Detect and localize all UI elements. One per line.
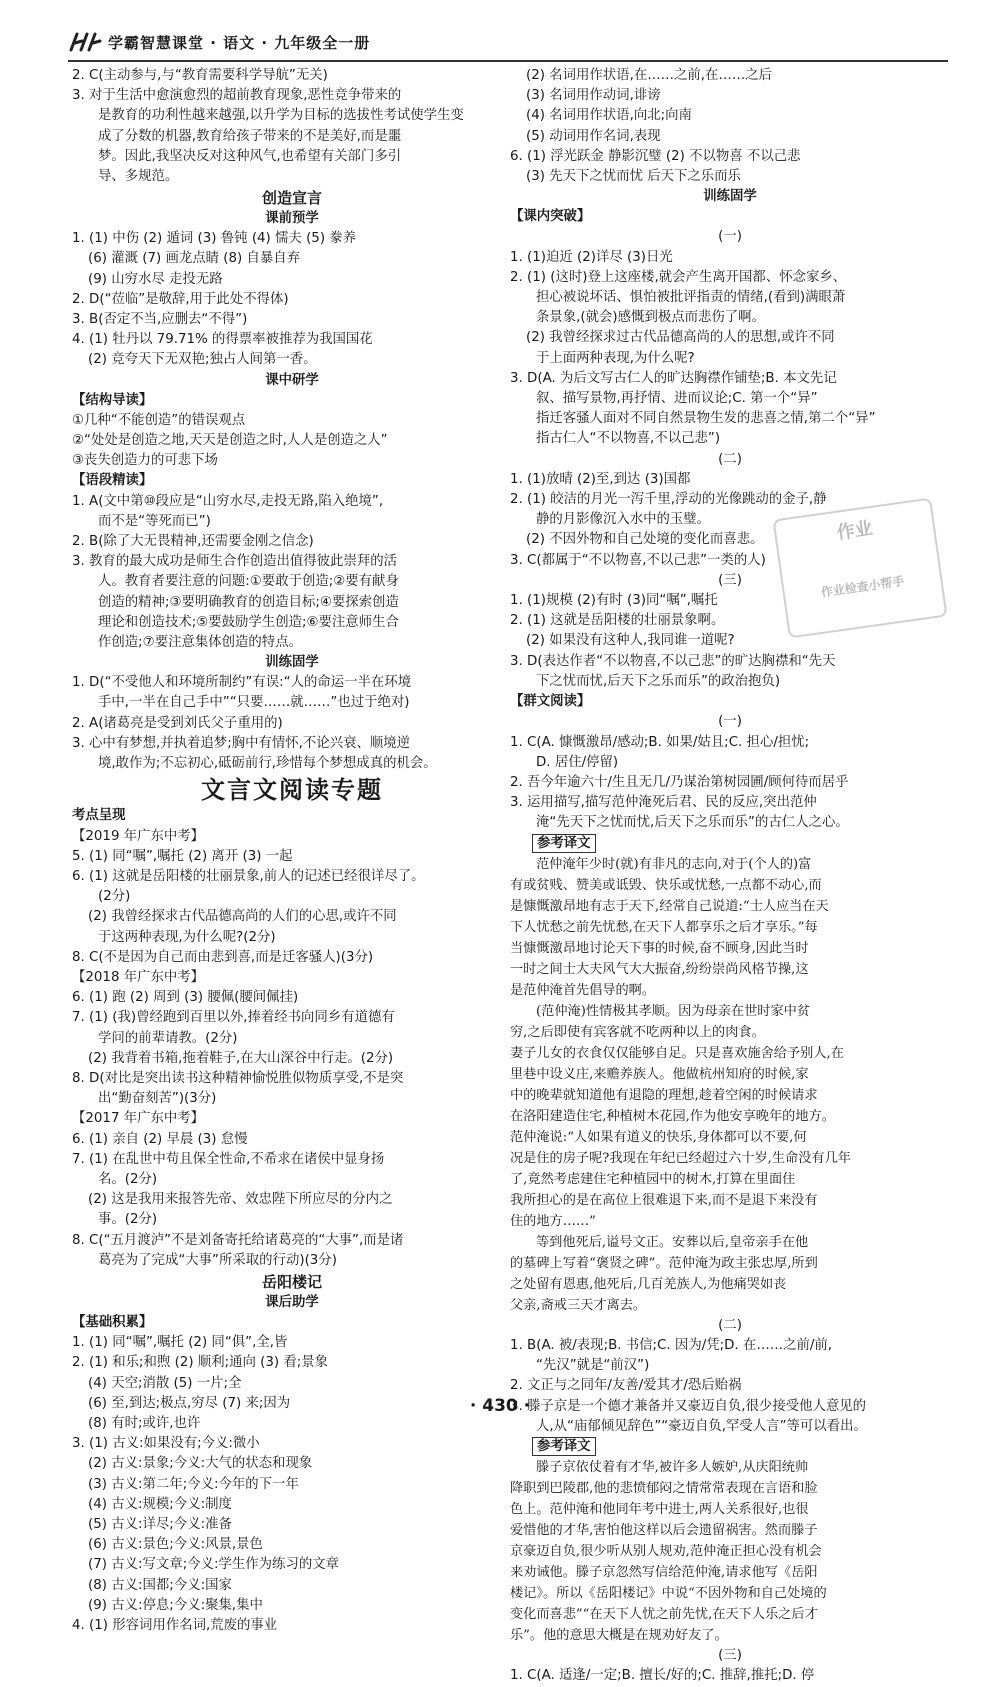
- answer-line: 【2018 年广东中考】: [72, 969, 205, 985]
- answer-line: 担心被说坏话、惧怕被批评指责的情绪,(看到)满眼萧: [536, 290, 846, 306]
- answer-line: 4. (1) 形容词用作名词,荒废的事业: [72, 1618, 278, 1634]
- answer-line: 8. C(不是因为自己而由悲到喜,而是迁客骚人)(3分): [72, 949, 374, 965]
- answer-line: 8. C(“五月渡泸”不是刘备寄托给诸葛亮的“大事”,而是诸: [72, 1232, 404, 1248]
- answer-line: 手中,一半在自己手中”“只要……就……”也过于绝对): [98, 695, 410, 711]
- answer-line: (6) 至,到达;极点,穷尽 (7) 来;因为: [88, 1395, 291, 1411]
- answer-line: 2. (1) 皎洁的月光一泻千里,浮动的光像跳动的金子,静: [510, 492, 827, 508]
- translation-line: 穷,之后即使有宾客就不吃两种以上的肉食。: [510, 1024, 765, 1040]
- translation-line: 有或贫贱、赞美或诋毁、快乐或忧愁,一点都不动心,而: [510, 877, 822, 893]
- answer-line: 静的月影像沉入水中的玉璧。: [536, 512, 711, 528]
- answer-line: 指迁客骚人面对不同自然景物生发的悲喜之情,第二个“异”: [536, 411, 876, 427]
- answer-line: 3. 对于生活中愈演愈烈的超前教育现象,恶性竞争带来的: [72, 88, 402, 104]
- answer-line: 2. D(“莅临”是敬辞,用于此处不得体): [72, 291, 289, 307]
- translation-line: 降职到巴陵郡,他的悲愤郁闷之情常常表现在言语和脸: [510, 1481, 818, 1497]
- translation-line: 变化而喜悲”“在天下人忧之前先忧,在天下人乐之后才: [510, 1607, 818, 1623]
- answer-line: (4) 天空;消散 (5) 一片;全: [88, 1375, 242, 1391]
- translation-line: 爱惜他的才华,害怕他这样以后会遗留祸害。然而滕子: [510, 1523, 818, 1539]
- answer-line: 7. (1) 在乱世中苟且保全性命,不希求在诸侯中显身扬: [72, 1151, 385, 1167]
- stamp-title: 作业: [835, 517, 875, 544]
- answer-line: 叙、描写景物,再抒情、进而议论;C. 第一个“异”: [536, 391, 818, 407]
- header-divider: [68, 60, 948, 62]
- answer-line: (2) 我曾经探求古代品德高尚的人们的心思,或许不同: [88, 909, 397, 925]
- translation-line: 我所担心的是在高位上很难退下来,而不是退下来没有: [510, 1192, 818, 1208]
- subsection-title: 训练固学: [265, 655, 319, 671]
- answer-line: 3. 心中有梦想,并执着追梦;胸中有情怀,不论兴衰、顺境逆: [72, 735, 411, 751]
- section-label: 【结构导读】: [72, 392, 153, 408]
- answer-line: 创造的精神;③要明确教育的创造目标;④要探索创造: [98, 594, 399, 610]
- answer-line: 淹“先天下之忧而忧,后天下之乐而乐”的古仁人之心。: [536, 815, 849, 831]
- answer-line: 1. (1) 中伤 (2) 遁词 (3) 鲁钝 (4) 懦夫 (5) 豢养: [72, 231, 357, 247]
- translation-line: 滕子京依仗着有才华,被许多人嫉妒,从庆阳统帅: [536, 1460, 809, 1476]
- answer-line: 3. 教育的最大成功是师生合作创造出值得彼此崇拜的活: [72, 554, 398, 570]
- answer-line: 6. (1) 跑 (2) 周到 (3) 腰佩(腰间佩挂): [72, 990, 299, 1006]
- part-number: (三): [718, 572, 742, 588]
- answer-line: 2. (1) 和乐;和煦 (2) 顺利;通向 (3) 看;景象: [72, 1355, 329, 1371]
- answer-line: (6) 古义:景色;今义:风景,景色: [88, 1537, 263, 1553]
- part-number: (一): [718, 714, 742, 730]
- answer-line: (5) 古义:详尽;今义:准备: [88, 1517, 232, 1532]
- translation-line: 来劝诫他。滕子京忽然写信给范仲淹,请求他写《岳阳: [510, 1565, 818, 1581]
- answer-line: 1. (1)规模 (2)有时 (3)同“嘱”,嘱托: [510, 593, 718, 609]
- translation-line: 妻子儿女的衣食仅仅能够自足。只是喜欢施舍给予别人,在: [510, 1045, 844, 1061]
- part-number: (二): [718, 451, 742, 467]
- answer-line: 2. 吾今年逾六十/生且无几/乃谋治第树园圃/顾何待而居乎: [510, 774, 849, 790]
- part-number: (三): [718, 1648, 742, 1664]
- answer-line: 2. (1) 这就是岳阳楼的壮丽景象啊。: [510, 613, 725, 629]
- answer-line: (6) 灌溉 (7) 画龙点睛 (8) 自暴自弃: [88, 251, 301, 267]
- answer-line: (9) 山穷水尽 走投无路: [88, 271, 223, 287]
- answer-line: 下之忧而忧,后天下之乐而乐”的政治抱负): [536, 673, 781, 689]
- answer-line: 导、多规范。: [98, 169, 179, 185]
- answer-line: (2) 名词用作状语,在……之前,在……之后: [526, 68, 772, 83]
- translation-line: 乐”。他的意思大概是在规劝好友了。: [510, 1628, 728, 1644]
- translation-line: 况是住的房子呢?我现在年纪已经超过六十岁,生命没有几年: [510, 1150, 851, 1166]
- answer-line: ③丧失创造力的可悲下场: [72, 453, 218, 469]
- answer-line: (5) 动词用作名词,表现: [526, 128, 661, 144]
- translation-line: 等到他死后,谥号文正。安葬以后,皇帝亲手在他: [536, 1234, 809, 1250]
- answer-line: 指古仁人“不以物喜,不以己悲”): [536, 431, 721, 447]
- answer-line: 3. 滕子京是一个德才兼备并又豪迈自负,很少接受他人意见的: [510, 1398, 867, 1414]
- answer-line: (3) 名词用作动词,诽谤: [526, 88, 661, 104]
- answer-line: (9) 古义:停息;今义:聚集,集中: [88, 1597, 263, 1613]
- answer-line: 成了分数的机器,教育给孩子带来的不是美好,而是噩: [98, 128, 402, 144]
- answer-line: (3) 古义:第二年;今义:今年的下一年: [88, 1476, 299, 1492]
- translation-line: 在洛阳建造住宅,种植树木花园,作为他安享晚年的地方。: [510, 1108, 835, 1124]
- section-label: 【基础积累】: [72, 1314, 153, 1330]
- answer-line: 3. (1) 古义:如果没有;今义:微小: [72, 1436, 260, 1452]
- answer-line: (3) 先天下之忧而忧 后天下之乐而乐: [526, 169, 741, 185]
- answer-line: 6. (1) 浮光跃金 静影沉璧 (2) 不以物喜 不以己悲: [510, 148, 801, 164]
- answer-line: 1. C(A. 慷慨激昂/感动;B. 如果/姑且;C. 担心/担忧;: [510, 734, 810, 750]
- answer-line: 1. C(A. 适逢/一定;B. 擅长/好的;C. 推辞,推托;D. 停: [510, 1668, 815, 1684]
- homework-stamp: [772, 497, 947, 638]
- translation-line: 是范仲淹首先倡导的啊。: [510, 982, 656, 998]
- answer-line: 人。教育者要注意的问题:①要敢于创造;②要有献身: [98, 574, 399, 590]
- part-number: (一): [718, 229, 742, 245]
- part-number: (二): [718, 1317, 742, 1333]
- answer-line: 事。(2分): [98, 1212, 158, 1228]
- right-column: [510, 66, 950, 1687]
- answer-line: 是教育的功利性越来越强,以升学为目标的选拔性考试使学生变: [98, 108, 464, 124]
- answer-line: 2. 文正与之同年/友善/爱其才/恐后贻祸: [510, 1378, 742, 1394]
- translation-line: 是慷慨激昂地有志于天下,经常自己说道:“士人应当在天: [510, 898, 829, 914]
- answer-line: (2) 我曾经探求过古代品德高尚的人的思想,或许不同: [526, 330, 835, 346]
- translation-line: 住的地方……”: [510, 1213, 596, 1229]
- answer-line: “先汉”就是“前汉”): [536, 1358, 650, 1374]
- answer-line: 1. D(“不受他人和环境所制约”有误:“人的命运一半在环境: [72, 675, 412, 691]
- reference-translation-label: 参考译文: [532, 1437, 596, 1456]
- answer-line: 作创造;⑦要注意集体创造的特点。: [98, 635, 302, 651]
- translation-line: 了,竟然考虑建住宅种植园中的树木,打算在里面住: [510, 1171, 796, 1187]
- answer-line: (2) 古义:景象;今义:大气的状态和现象: [88, 1456, 313, 1472]
- subsection-title: 课前预学: [265, 211, 319, 227]
- section-label: 【群文阅读】: [510, 694, 591, 710]
- answer-line: ②“处处是创造之地,天天是创造之时,人人是创造之人”: [72, 433, 388, 449]
- translation-line: 楼记》。所以《岳阳楼记》中说“不因外物和自己处境的: [510, 1586, 827, 1602]
- translation-line: 之处留有恩惠,他死后,几百羌族人,为他痛哭如丧: [510, 1276, 787, 1292]
- answer-line: 于上面两种表现,为什么呢?: [536, 350, 695, 366]
- page-number: · 430 ·: [469, 1396, 531, 1416]
- answer-line: 1. A(文中第⑩段应是“山穷水尽,走投无路,陷入绝境”,: [72, 493, 384, 509]
- page-header: [68, 28, 948, 56]
- subsection-title: 课中研学: [265, 372, 319, 388]
- translation-line: 当慷慨激昂地讨论天下事的时候,奋不顾身,因此当时: [510, 940, 809, 956]
- reference-translation-label: 参考译文: [532, 834, 596, 853]
- answer-line: 理论和创造技术;⑤要鼓励学生创造;⑥要注意师生合: [98, 614, 399, 630]
- answer-line: 人,从“庙郁倾见辞色”“豪迈自负,罕受人言”等可以看出。: [536, 1418, 867, 1434]
- section-label: 【课内突破】: [510, 209, 591, 225]
- translation-line: 范仲淹年少时(就)有非凡的志向,对于(个人的)富: [536, 856, 812, 872]
- answer-line: 于这两种表现,为什么呢?(2分): [98, 929, 276, 945]
- header-title: 学霸智慧课堂 · 语文 · 九年级全一册: [108, 33, 371, 52]
- answer-line: (2) 这是我用来报答先帝、效忠陛下所应尽的分内之: [88, 1192, 393, 1208]
- stamp-subtitle: 作业检查小帮手: [820, 574, 906, 600]
- answer-line: 【2017 年广东中考】: [72, 1111, 205, 1127]
- answer-line: (8) 古义:国都;今义:国家: [88, 1577, 232, 1593]
- answer-line: 境,敢作为;不忘初心,砥砺前行,珍惜每个梦想成真的机会。: [98, 756, 437, 772]
- translation-line: 的墓碑上写着“褒贤之碑”。范仲淹为政主张忠厚,所到: [510, 1255, 818, 1271]
- answer-line: (4) 古义:规模;今义:制度: [88, 1496, 232, 1512]
- translation-line: 里巷中设义庄,来赡养族人。他做杭州知府的时候,家: [510, 1066, 809, 1082]
- answer-line: 1. (1)迫近 (2)详尽 (3)日光: [510, 249, 673, 265]
- lesson-title: 岳阳楼记: [261, 1272, 322, 1291]
- answer-line: 4. (1) 牡丹以 79.71% 的得票率被推荐为我国国花: [72, 332, 373, 348]
- translation-line: (范仲淹)性情极其孝顺。因为母亲在世时家中贫: [536, 1003, 811, 1019]
- answer-line: (2) 如果没有这种人,我同谁一道呢?: [526, 633, 735, 649]
- section-label: 考点呈现: [72, 808, 126, 824]
- translation-line: 京豪迈自负,很少听从别人规劝,范仲淹正担心没有机会: [510, 1544, 822, 1560]
- answer-line: (4) 名词用作状语,向北;向南: [526, 108, 692, 124]
- section-title: 文言文阅读专题: [201, 776, 383, 805]
- answer-line: 3. C(都属于“不以物喜,不以己悲”一类的人): [510, 552, 766, 568]
- answer-line: D. 居住/停留): [536, 754, 619, 770]
- answer-line: 3. D(A. 为后文写古仁人的旷达胸襟作铺垫;B. 本文先记: [510, 370, 837, 386]
- answer-line: 7. (1) (我)曾经跑到百里以外,捧着经书向同乡有道德有: [72, 1010, 395, 1026]
- translation-line: 下人忧愁之前先忧愁,在天下人都享乐之后才享乐。”每: [510, 919, 818, 935]
- translation-line: 范仲淹说:“人如果有道义的快乐,身体都可以不要,何: [510, 1129, 807, 1145]
- answer-line: 1. B(A. 被/表现;B. 书信;C. 因为/凭;D. 在……之前/前,: [510, 1337, 833, 1353]
- answer-line: (7) 古义:写文章;今义:学生作为练习的文章: [88, 1557, 340, 1573]
- answer-line: (2) 竞夸天下无双艳;独占人间第一香。: [88, 352, 317, 368]
- answer-line: 6. (1) 亲自 (2) 早晨 (3) 怠慢: [72, 1131, 248, 1147]
- answer-line: 梦。因此,我坚决反对这种风气,也希望有关部门多引: [98, 148, 402, 164]
- subsection-title: 训练固学: [703, 189, 757, 205]
- answer-line: ①几种“不能创造”的错误观点: [72, 412, 246, 428]
- lesson-title: 创造宣言: [261, 189, 322, 208]
- answer-line: 2. B(除了大无畏精神,还需要金刚之信念): [72, 534, 314, 550]
- answer-line: 而不是“等死而已”): [98, 513, 211, 529]
- answer-line: (2分): [98, 889, 131, 905]
- answer-line: 学问的前辈请教。(2分): [98, 1030, 238, 1046]
- answer-line: (2) 不因外物和自己处境的变化而喜悲。: [526, 532, 764, 548]
- answer-line: 5. (1) 同“嘱”,嘱托 (2) 离开 (3) 一起: [72, 848, 293, 864]
- answer-line: (8) 有时;或许,也许: [88, 1415, 201, 1431]
- answer-line: 1. (1) 同“嘱”,嘱托 (2) 同“俱”,全,皆: [72, 1335, 288, 1351]
- answer-line: 3. 运用描写,描写范仲淹死后君、民的反应,突出范仲: [510, 795, 817, 811]
- answer-line: 2. C(主动参与,与“教育需要科学导航”无关): [72, 68, 328, 83]
- translation-line: 色上。范仲淹和他同年考中进士,两人关系很好,也很: [510, 1502, 809, 1518]
- section-label: 【语段精读】: [72, 473, 153, 489]
- translation-line: 一时之间士大夫风气大大振奋,纷纷崇尚风格节操,这: [510, 961, 809, 977]
- answer-line: 出“勤奋刻苦”)(3分): [98, 1091, 217, 1107]
- answer-line: 2. (1) (这时)登上这座楼,就会产生离开国都、怀念家乡、: [510, 269, 847, 285]
- brand-logo-icon: [68, 31, 102, 53]
- reference-translation-heading: [510, 1437, 950, 1457]
- answer-line: (2) 我背着书箱,拖着鞋子,在大山深谷中行走。(2分): [88, 1050, 394, 1066]
- answer-line: 1. (1)放晴 (2)至,到达 (3)国都: [510, 471, 691, 487]
- translation-line: 父亲,斋戒三天才离去。: [510, 1297, 647, 1313]
- answer-line: 名。(2分): [98, 1171, 158, 1187]
- answer-line: 8. D(对比是突出读书这种精神愉悦胜似物质享受,不是突: [72, 1070, 404, 1086]
- answer-line: 6. (1) 这就是岳阳楼的壮丽景象,前人的记述已经很详尽了。: [72, 868, 425, 884]
- reference-translation-heading: [510, 834, 950, 854]
- subsection-title: 课后助学: [265, 1294, 319, 1310]
- answer-line: 条景象,(就会)感慨到极点而悲伤了啊。: [536, 310, 765, 326]
- answer-line: 2. A(诸葛亮是受到刘氏父子重用的): [72, 715, 283, 731]
- answer-line: 【2019 年广东中考】: [72, 828, 205, 844]
- answer-line: 葛亮为了完成“大事”所采取的行动)(3分): [98, 1252, 337, 1268]
- translation-line: 中的晚辈就知道他有退隐的理想,趁着空闲的时候请求: [510, 1087, 818, 1103]
- answer-line: 3. D(表达作者“不以物喜,不以己悲”的旷达胸襟和“先天: [510, 653, 836, 669]
- answer-line: 3. B(否定不当,应删去“不得”): [72, 312, 248, 328]
